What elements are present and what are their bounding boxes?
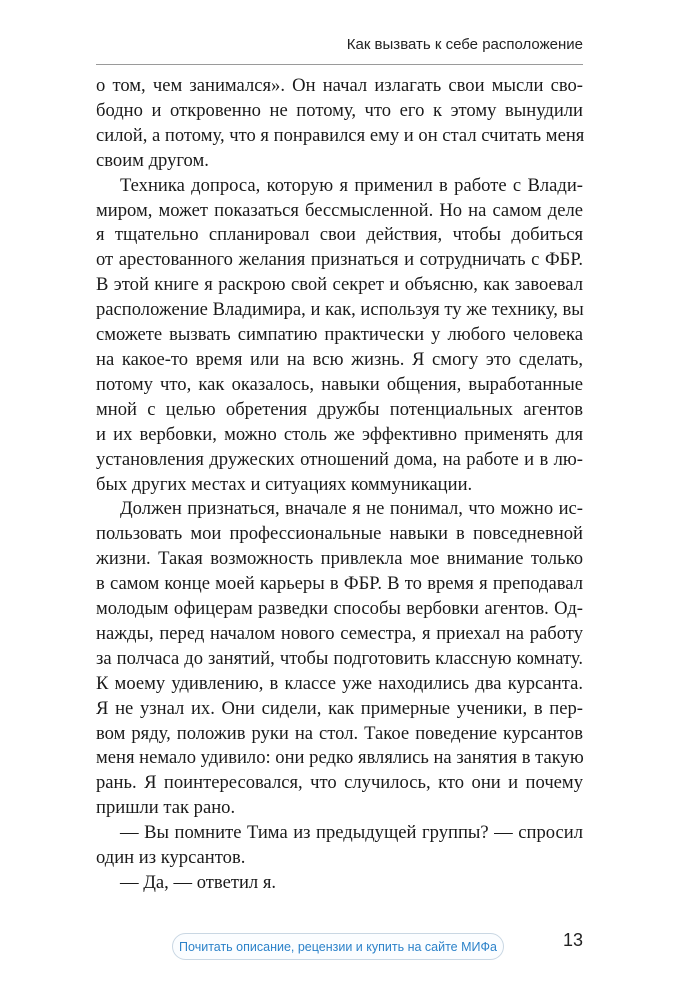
text-line: бых других местах и ситуациях коммуникации. <box>96 473 473 495</box>
text-line: я тщательно спланировал свои действия, чтобы добиться <box>96 224 583 246</box>
mif-promo-link-button[interactable]: Почитать описание, рецензии и купить на сайте МИФа <box>172 933 504 960</box>
text-line: силой, а потому, что я понравился ему и он стал считать меня <box>96 124 585 146</box>
text-line: на какое-то время или на всю жизнь. Я смогу это сделать, <box>96 348 583 370</box>
body-text <box>96 74 583 896</box>
running-head: Как вызвать к себе расположение <box>346 36 583 53</box>
text-line: молодым офицерам разведки способы вербовки агентов. Од- <box>96 598 583 620</box>
text-line: меня немало удивило: они редко являлись на занятия в такую <box>96 747 584 769</box>
text-line: в самом конце моей карьеры в ФБР. В то время я преподавал <box>96 573 583 595</box>
text-line: Я не узнал их. Они сидели, как примерные ученики, в пер- <box>96 697 583 719</box>
text-line: нажды, перед началом нового семестра, я приехал на работу <box>96 622 583 644</box>
text-line: К моему удивлению, в классе уже находились два курсанта. <box>96 672 583 694</box>
text-line: пользовать мои профессиональные навыки в повседневной <box>96 523 583 545</box>
text-line: один из курсантов. <box>96 847 246 869</box>
text-line: сможете вызвать симпатию практически у любого человека <box>96 324 583 346</box>
text-line: Техника допроса, которую я применил в работе с Влади- <box>120 174 583 196</box>
text-line: своим другом. <box>96 149 209 171</box>
text-line: бодно и откровенно не потому, что его к этому вынудили <box>96 99 583 121</box>
text-line: — Вы помните Тима из предыдущей группы? — спросил <box>120 822 583 844</box>
text-line: потому что, как оказалось, навыки общения, выработанные <box>96 373 583 395</box>
text-line: мной с целью обретения дружбы потенциальных агентов <box>96 398 583 420</box>
text-line: установления дружеских отношений дома, на работе и в лю- <box>96 448 583 470</box>
header-rule <box>96 64 583 65</box>
text-line: расположение Владимира, и как, используя ту же технику, вы <box>96 299 584 321</box>
text-line: о том, чем занимался». Он начал излагать свои мысли сво- <box>96 75 583 96</box>
page-number: 13 <box>562 930 583 950</box>
text-line: и их вербовки, можно столь же эффективно применять для <box>96 423 583 445</box>
text-line: вом ряду, положив руки на стол. Такое поведение курсантов <box>96 722 583 744</box>
text-line: рань. Я поинтересовался, что случилось, кто они и почему <box>96 772 583 794</box>
text-line: жизни. Такая возможность привлекла мое внимание только <box>96 548 583 570</box>
text-line: миром, может показаться бессмысленной. Но на самом деле <box>96 199 583 221</box>
text-line: пришли так рано. <box>96 797 236 819</box>
text-line: В этой книге я раскрою свой секрет и объясню, как завоевал <box>96 274 583 296</box>
text-line: — Да, — ответил я. <box>120 872 277 893</box>
text-line: за полчаса до занятий, чтобы подготовить классную комнату. <box>96 647 583 669</box>
text-line: Должен признаться, вначале я не понимал, что можно ис- <box>120 498 583 520</box>
text-line: от арестованного желания признаться и сотрудничать с ФБР. <box>96 249 583 271</box>
